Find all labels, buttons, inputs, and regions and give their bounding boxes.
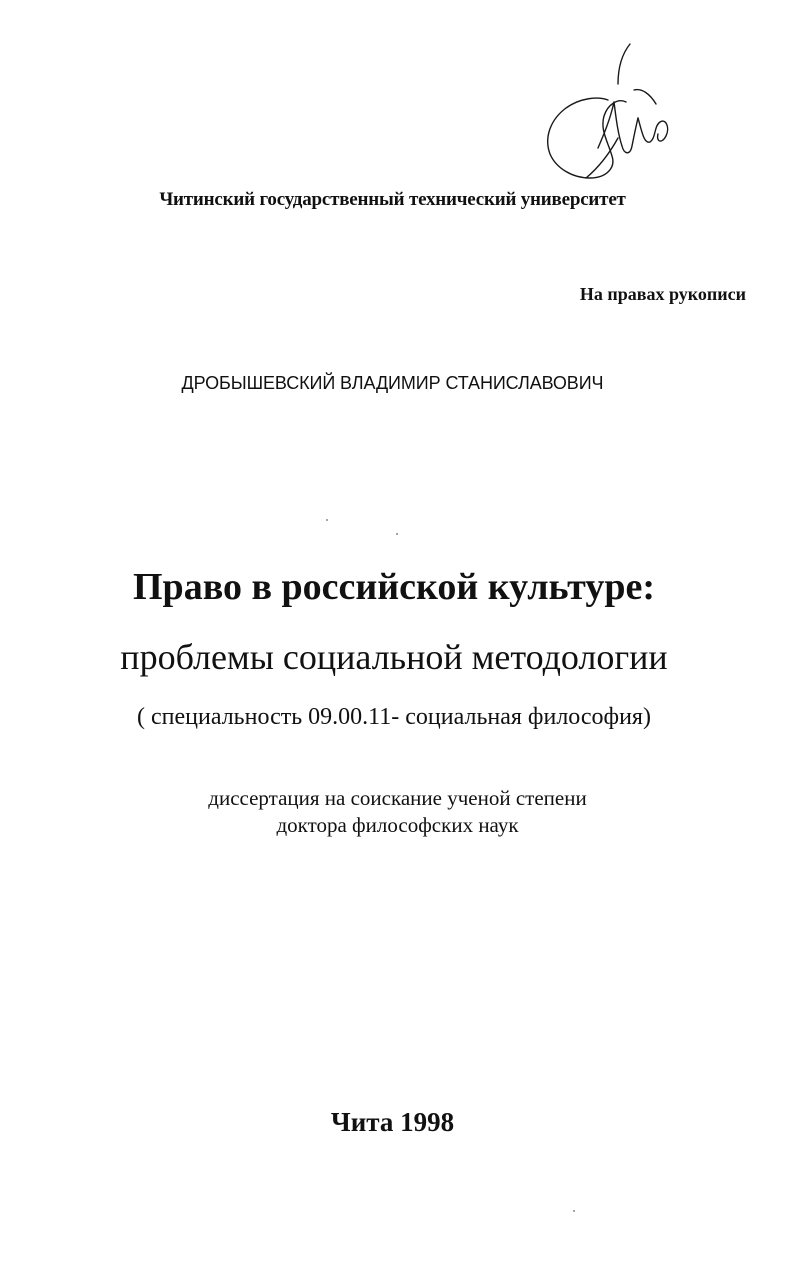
scan-speck: [326, 519, 328, 521]
scan-speck: [573, 1210, 575, 1212]
degree-line-1: диссертация на соискание ученой степени: [208, 786, 587, 810]
specialty-line: ( специальность 09.00.11- социальная философия): [137, 704, 651, 730]
handwritten-signature: [538, 38, 678, 188]
author-name: ДРОБЫШЕВСКИЙ ВЛАДИМИР СТАНИСЛАВОВИЧ: [181, 373, 604, 393]
manuscript-note: На правах рукописи: [579, 284, 746, 304]
scan-speck: [396, 533, 398, 535]
thesis-title: Право в российской культуре:: [133, 566, 655, 608]
degree-line-2: доктора философских наук: [276, 813, 519, 837]
university-name: Читинский государственный технический университет: [159, 189, 626, 210]
thesis-subtitle: проблемы социальной методологии: [120, 637, 668, 677]
place-year: Чита 1998: [330, 1107, 455, 1137]
